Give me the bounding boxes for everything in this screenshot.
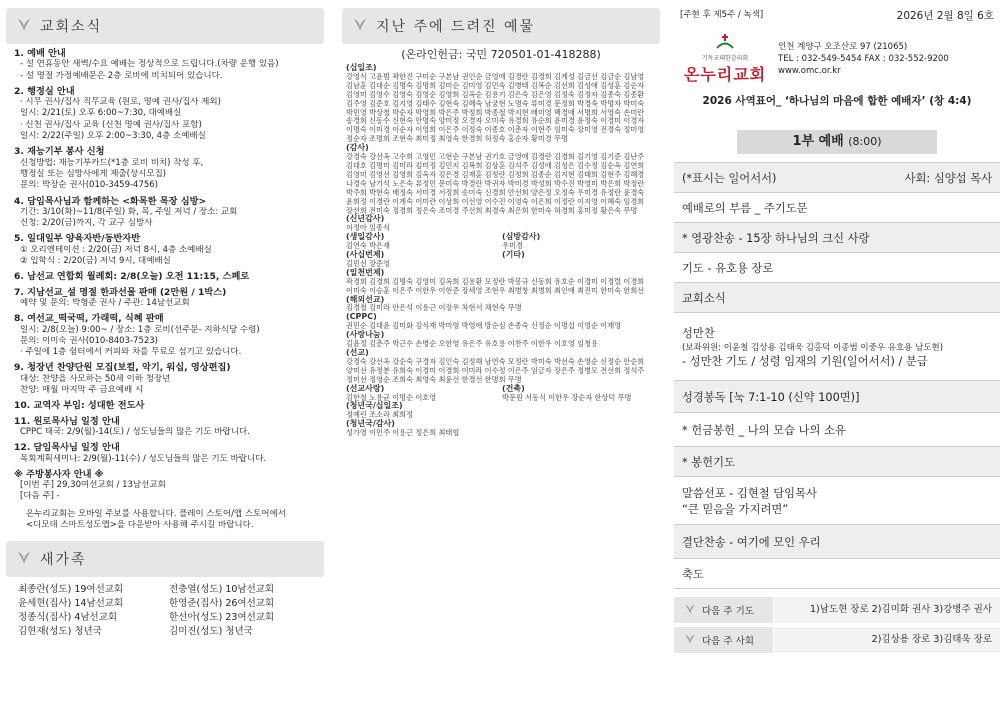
mobile-bulletin-note <box>14 509 324 532</box>
worship-item-label: * 봉헌기도 <box>682 455 735 469</box>
liturgical-season: [주현 후 제5주 / 녹색] <box>680 10 764 20</box>
new-family-member: 김현재(성도) 청년국 <box>18 626 102 638</box>
online-account: (온라인헌금: 국민 720501-01-418288) <box>401 48 601 61</box>
right-column <box>674 0 1000 708</box>
news-heading: 8. 여선교_떡국떡, 가래떡, 식혜 판매 <box>14 313 164 325</box>
offering-category: (청년국/십일조) <box>346 401 403 411</box>
next-prayer-label: 다음 주 기도 <box>702 606 754 617</box>
news-heading: 9. 청장년 찬양단원 모집(보컬, 악기, 워십, 영상편집) <box>14 362 231 374</box>
news-heading: 7. 지남선교_설 명절 한과선물 판매 (2만원 / 1박스) <box>14 286 227 298</box>
offering-group <box>502 233 658 251</box>
offering-pair <box>346 233 658 251</box>
news-heading: 6. 남선교 연합회 월례회: 2/8(오늘) 오전 11:15, 스페로 <box>14 271 250 283</box>
worship-item-label: 결단찬송 - 여기에 모인 우리 <box>682 535 821 549</box>
offering-list <box>336 64 666 438</box>
offering-category: (기타) <box>502 250 525 260</box>
middle-column <box>336 0 666 708</box>
worship-item-label: 축도 <box>682 567 704 581</box>
offering-group <box>346 296 658 314</box>
news-line: [다음 주] - <box>20 491 60 502</box>
church-logo-icon <box>715 33 735 49</box>
offering-category: (사십번제) <box>346 250 385 260</box>
news-line: 예약 및 문의: 박형준 권사 / 주관: 14남선교회 <box>20 297 190 308</box>
offering-group <box>346 233 502 251</box>
offering-names: 김민선 장준영 <box>346 258 390 268</box>
next-week-host <box>674 627 1000 653</box>
worship-item <box>674 223 1000 253</box>
offering-names: 김윤정 김춘주 박근수 손병순 오한영 유은주 유호용 이찬주 이한우 이호영 임청용 <box>346 339 598 349</box>
offering-title: 지난 주에 드려진 예물 <box>376 19 536 35</box>
offering-header <box>342 8 660 44</box>
news-line: ① 오리엔테이션 : 2/20(금) 저녁 8시, 4층 소예배실 <box>20 244 212 255</box>
news-line: 일시: 2/21(토) 오후 6:00~7:30, 대예배실 <box>20 108 182 119</box>
news-line: - 설 명절 가정예배문은 2층 로비에 비치되어 있습니다. <box>20 70 223 81</box>
worship-item-label: * 헌금봉헌 _ 나의 모습 나의 소유 <box>682 423 846 437</box>
worship-item <box>674 193 1000 223</box>
news-item <box>14 146 324 191</box>
offering-names: 우미경 <box>502 241 523 251</box>
worship-item-detail: - 성만찬 기도 / 성령 임재의 기원(일어서서) / 분급 <box>682 354 928 368</box>
news-line: 신청: 2/20(금)까지, 각 교구 심방사 <box>20 218 153 229</box>
news-item <box>14 313 324 358</box>
worship-item <box>674 313 1000 381</box>
offering-group <box>346 313 658 331</box>
offering-category: (해외선교) <box>346 294 385 304</box>
offering-group <box>346 385 502 403</box>
family-title: 새가족 <box>40 552 87 569</box>
denomination: 기독교대한감리회 <box>701 55 749 62</box>
offering-group <box>502 385 658 403</box>
new-family-member: 한선아(성도) 23여선교회 <box>169 612 275 624</box>
worship-item-sub: (보좌위원: 이윤철 김상용 김태욱 김홍덕 이종범 이중우 유호용 남도현) <box>682 342 944 353</box>
news-item <box>14 196 324 230</box>
news-heading: ※ 주방봉사자 안내 ※ <box>14 468 104 480</box>
offering-group <box>346 251 502 269</box>
news-line: 일시: 2/8(오늘) 9:00~ / 장소: 1층 로비(선주문- 지하식당 수령) <box>20 324 260 335</box>
church-address <box>778 41 949 77</box>
offering-names: 곽경희 김경희 김명숙 김영미 김옥희 김용환 모정란 박봉규 신동희 유호순 이경미 이경렬 이경희 이미숙 이승훈 이은주 이한우 이현준 장세영 조현우 최병창 최병희 최인애 최진미 한미숙 한희선 <box>346 276 645 295</box>
leaf-icon <box>352 17 368 35</box>
phone-line: TEL : 032-549-5454 FAX : 032-552-9200 <box>778 54 949 64</box>
news-line: ② 입학식 : 2/20(금) 저녁 9시, 대예배실 <box>20 256 171 267</box>
worship-item <box>674 477 1000 525</box>
worship-item-label: 예배로의 부름 _ 주기도문 <box>682 201 808 215</box>
new-family-member: 한영준(집사) 26여선교회 <box>169 598 275 610</box>
news-item <box>14 469 324 503</box>
offering-names: 김연숙 박은재 <box>346 241 390 251</box>
next-prayer-names: 1)남도현 장로 2)김미화 권사 3)강병주 권사 <box>774 597 1000 623</box>
leaf-icon <box>16 17 32 35</box>
worship-item-label: 말씀선포 - 김현철 담임목사 <box>682 486 817 500</box>
news-line: 기간: 3/10(화)~11/8(주일) 화, 목, 주일 저녁 / 장소: 교회 <box>20 206 238 217</box>
worship-item-detail: “큰 믿음을 가지려면” <box>682 502 789 516</box>
order-of-worship <box>674 162 1000 589</box>
news-heading: 4. 담임목사님과 함께하는 <화목한 목장 심방> <box>14 195 207 207</box>
news-item <box>14 287 324 310</box>
family-header <box>6 541 324 577</box>
offering-names: 박문원 서동식 이한우 장순자 한상덕 무명 <box>502 392 632 402</box>
news-item <box>14 86 324 142</box>
news-line: 찬양: 매월 마지막 주 금요예배 시 <box>20 385 144 396</box>
worship-item-label: * 영광찬송 - 15장 하나님의 크신 사랑 <box>682 231 870 245</box>
offering-category: (선교) <box>346 348 369 357</box>
worship-item <box>674 253 1000 283</box>
news-item <box>14 362 324 396</box>
news-item <box>14 442 324 465</box>
news-heading: 5. 일대일부 양육자반/동반자반 <box>14 233 141 245</box>
new-family-member: 전충열(성도) 10남선교회 <box>169 584 275 596</box>
church-logo <box>680 33 770 85</box>
offering-category: (심방감사) <box>502 232 541 242</box>
news-line: 문의: 박장순 권사(010-3459-4756) <box>20 180 158 191</box>
worship-item <box>674 413 1000 447</box>
news-heading: 11. 원로목사님 일정 안내 <box>14 415 120 427</box>
offering-group <box>346 402 658 420</box>
offering-names: 김한철 노용균 이명순 이호영 <box>346 392 437 402</box>
news-line: CPPC 태국: 2/9(월)-14(토) / 성도님들의 많은 기도 바랍니다. <box>20 426 250 437</box>
offering-category: (일천번제) <box>346 267 385 277</box>
church-name: 온누리교회 <box>683 65 767 84</box>
offering-category: (CPPC) <box>346 312 377 322</box>
offering-names: 성가영 이민주 이용근 정은희 최태협 <box>346 428 460 438</box>
worship-item-label: (*표시는 일어서서) <box>682 171 777 185</box>
leaf-icon <box>16 550 32 568</box>
offering-names: 정예린 조소라 최희정 <box>346 410 414 420</box>
news-line: · 시무 권사/집사 직무교육 (원로, 명예 권사/집사 제외) <box>20 97 221 108</box>
news-line: 행정실 또는 심방사에게 제출(상시모집) <box>20 168 167 179</box>
worship-item <box>674 447 1000 477</box>
service-title-bar <box>737 130 937 154</box>
offering-group <box>502 251 658 269</box>
offering-category: (생일감사) <box>346 232 385 242</box>
offering-category: (신년감사) <box>346 214 385 224</box>
offering-group <box>346 269 658 296</box>
offering-names: 이정아 임종식 <box>346 223 390 233</box>
offering-group <box>346 420 658 438</box>
address-line: 인천 계양구 오조산로 97 (21065) <box>778 42 908 52</box>
worship-item <box>674 559 1000 589</box>
new-family-member: 최종란(성도) 19여선교회 <box>18 584 124 596</box>
news-heading: 12. 담임목사님 일정 안내 <box>14 442 120 454</box>
leaf-icon <box>684 633 696 647</box>
worship-item <box>674 283 1000 313</box>
offering-group <box>346 144 658 215</box>
next-host-label: 다음 주 사회 <box>702 636 754 647</box>
worship-item <box>674 381 1000 413</box>
next-week-prayer <box>674 597 1000 623</box>
new-family-member: 윤세현(집사) 14남선교회 <box>18 598 124 610</box>
leaf-icon <box>684 603 696 617</box>
bulletin-date: 2026년 2월 8일 6호 <box>896 10 994 22</box>
news-item <box>14 416 324 439</box>
note-line: 온누리교회는 모바일 주보를 사용합니다. 플레이 스토어/앱 스토어에서 <box>26 508 286 519</box>
news-header <box>6 8 324 44</box>
worship-item <box>674 163 1000 193</box>
offering-group <box>346 64 658 144</box>
news-line: 일시: 2/22(주일) 오후 2:00~3:30, 4층 소예배실 <box>20 131 206 142</box>
left-column <box>0 0 330 708</box>
news-list <box>0 48 330 531</box>
offering-names: 강경숙 강선옥 고수희 고영민 고현순 구본남 권기호 금영애 김경란 김경희 김기영 김기준 김난주 김대호 김명미 김미라 김미정 김민지 김복희 김상훈 김석주 김성애 김성은 김수정 김순옥 김연희 김영미 김영선 김영희 김옥자 김은경 김재훈 김정란 김정희 김종순 김지현 김태희 김현주 김혜경 나경숙 남기석 노은숙 류정민 문미숙 박경란 박귀자 박미경 박성희 박수진 박영미 박은희 박정란 박주희 박현숙 배정숙 서미경 서정희 송미숙 신경희 안선희 양은정 오정숙 우미경 유정란 윤경숙 윤희정 이경란 이계숙 이미란 이상희 이선영 이수진 이영숙 이은희 이정란 이지영 이혜숙 임경희 장선희 전미숙 정경희 정은숙 조미경 주선희 최경숙 최은희 한미숙 허경희 홍미정 황은숙 무명 <box>346 152 645 215</box>
offering-names: 강영식 고윤범 곽한진 구미순 구본남 권인순 금영애 김경란 김경희 김계성 김금선 김금순 김남영 김남훈 김대순 김명숙 김명희 김미순 김미영 김민숙 김병태 김복순 김선희 김성애 김성훈 김순자 김영미 김영수 김영숙 김영순 김영희 김옥순 김용기 김은숙 김은영 김정숙 김정자 김종숙 김종환 김주영 김준호 김지영 김태수 김현숙 김혜숙 남궁현 노명숙 류미경 문정희 박경숙 박명자 박미숙 박민영 박상철 박순자 박영희 박은주 박정희 박종철 박지현 배미영 백경애 서명희 서영숙 손미란 송경희 신동수 신현숙 안명숙 양미정 오경자 오미숙 유경희 유순희 윤미경 윤정숙 이경미 이경자 이명숙 이미경 이순자 이영희 이은주 이정숙 이종호 이춘자 이현주 임미숙 장미영 전경숙 정미영 정순자 조명희 조현숙 최미정 최영숙 한경희 허정숙 홍순자 황미경 무명 <box>346 71 645 144</box>
new-family-member: 정종식(집사) 4남선교회 <box>18 612 118 624</box>
note-line: <디모데 스마트성도앱>을 다운받아 사용해 주시길 바랍니다. <box>26 519 254 530</box>
worship-item-label: 성만찬 <box>682 326 715 340</box>
offering-category: (십일조) <box>346 63 377 72</box>
offering-category: (청년국/감사) <box>346 419 395 429</box>
news-title: 교회소식 <box>40 19 103 35</box>
ministry-motto: 2026 사역표어_ ‘하나님의 마음에 합한 예배자’ (창 4:4) <box>702 95 972 107</box>
worship-item-label: 성경봉독 [눅 7:1-10 (신약 100면)] <box>682 390 860 404</box>
news-item <box>14 400 324 411</box>
worship-item <box>674 525 1000 559</box>
news-heading: 3. 재능기부 봉사 신청 <box>14 146 105 158</box>
news-item <box>14 233 324 267</box>
news-line: 목회계획세미나: 2/9(월)-11(수) / 성도님들의 많은 기도 바랍니다. <box>20 453 267 464</box>
next-host-names: 2)김상용 장로 3)김태욱 장로 <box>774 627 1000 653</box>
offering-pair <box>346 385 658 403</box>
news-line: 대상: 찬양을 사모하는 50세 이하 청장년 <box>20 373 171 384</box>
offering-category: (사랑나눔) <box>346 330 385 340</box>
offering-category: (선교사랑) <box>346 383 385 393</box>
worship-item-line <box>682 170 992 186</box>
news-heading: 1. 예배 안내 <box>14 48 66 59</box>
new-family-list <box>0 581 330 639</box>
news-heading: 10. 교역자 부임: 성대한 전도사 <box>14 400 145 412</box>
new-family-member: 김미진(성도) 청년국 <box>169 626 253 638</box>
offering-names: 김경철 김미라 안은석 이용근 이장우 차현서 채현숙 무명 <box>346 303 522 313</box>
offering-names: 강경숙 강선옥 강순숙 구경자 김인숙 김정해 남연숙 모정란 박미숙 박선숙 손영순 신정순 안순희 양미선 유정분 유희숙 이경미 이경희 이미라 이수정 이은주 임금자 장은주 정병모 전선희 정석주 정미선 정영순 조희숙 최영숙 최윤선 한경선 한명희 무명 <box>346 356 645 384</box>
news-item <box>14 271 324 282</box>
news-line: · 신천 권사/집사 교육 (신천 명예 권사/집사 포함) <box>20 119 202 130</box>
offering-pair <box>346 251 658 269</box>
service-title: 1부 예배 <box>792 134 844 149</box>
news-line: 문의: 이미숙 권사(010-8403-7523) <box>20 335 158 346</box>
service-time: (8:00) <box>848 135 882 148</box>
offering-category: (감사) <box>346 143 369 153</box>
website-line: www.omc.or.kr <box>778 66 841 76</box>
news-line: 신청방법: 재능기부카드(*1층 로비 비치) 작성 후, <box>20 157 204 168</box>
worship-item-label: 기도 - 유호용 장로 <box>682 261 774 275</box>
news-heading: 2. 행정실 안내 <box>14 85 75 97</box>
worship-leader: 사회: 심양섭 목사 <box>904 171 992 185</box>
offering-group <box>346 331 658 349</box>
news-item <box>14 48 324 82</box>
offering-group <box>346 349 658 385</box>
news-line: · 주일에 1층 쉼터에서 커피와 차를 무료로 섬기고 있습니다. <box>20 347 242 358</box>
news-line: - 설 연휴동안 새벽/수요 예배는 정상적으로 드립니다.(차량 운행 있음) <box>20 59 279 70</box>
news-line: [이번 주] 29,30여선교회 / 13남선교회 <box>20 480 166 491</box>
offering-names: 권민순 김대윤 김미화 김식재 박미영 박영애 방순심 손종숙 신정순 이명섭 이영순 이재영 <box>346 321 622 331</box>
worship-item-label: 교회소식 <box>682 291 726 305</box>
offering-category: (건축) <box>502 383 525 393</box>
offering-group <box>346 215 658 233</box>
